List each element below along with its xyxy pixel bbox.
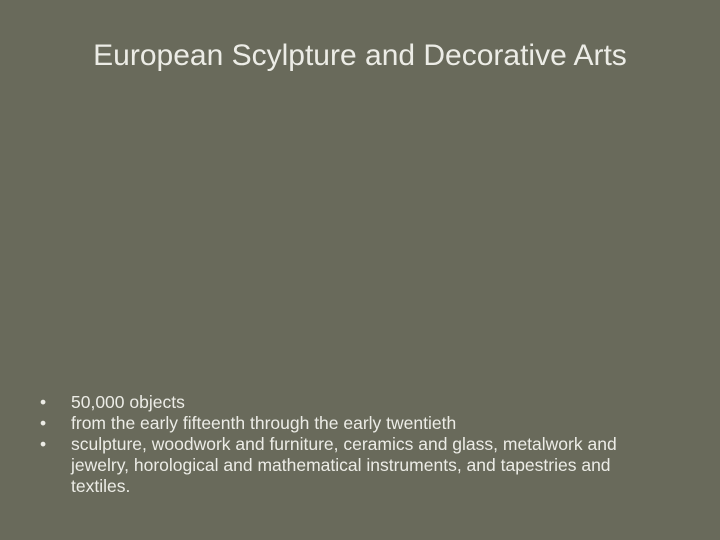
bullet-text: 50,000 objects xyxy=(71,392,185,412)
bullet-item xyxy=(40,434,670,497)
bullet-list xyxy=(40,392,670,497)
bullet-item xyxy=(40,392,670,413)
bullet-icon: • xyxy=(40,392,47,412)
bullet-text: sculpture, woodwork and furniture, ceramics and glass, metalwork and jewelry, horological and mathematical instruments, and tapestries and textiles. xyxy=(71,434,617,496)
bullet-icon: • xyxy=(40,434,47,454)
bullet-item xyxy=(40,413,670,434)
slide-title: European Scylpture and Decorative Arts xyxy=(93,39,627,72)
bullet-text: from the early fifteenth through the early twentieth xyxy=(71,413,457,433)
bullet-icon: • xyxy=(40,413,47,433)
